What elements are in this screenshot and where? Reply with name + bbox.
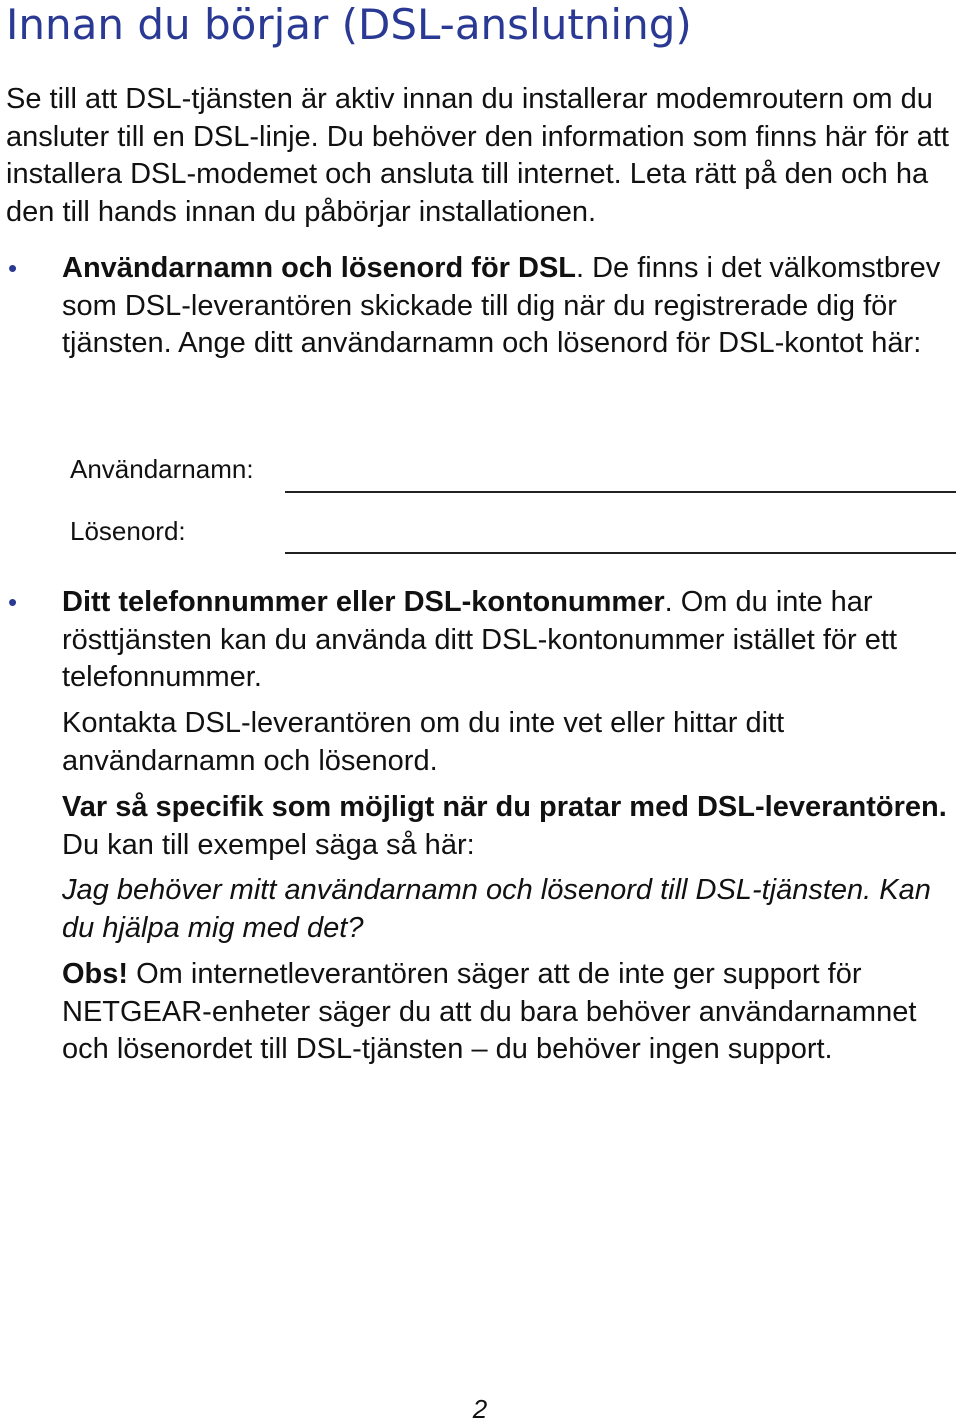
bullet-marker: • [8,587,18,617]
dsl-credentials-heading: Användarnamn och lösenord för DSL [62,252,576,284]
note-text: Om internetleverantören säger att de inte ger support för NETGEAR-enheter säger du att du bara behöver användarnamnet och lösenordet till DSL-tjänsten – du behöver ingen support. [62,958,917,1065]
phone-number-item [62,584,954,697]
bullet-marker: • [8,253,18,283]
password-write-line [285,552,956,554]
note-label: Obs! [62,958,129,990]
note-paragraph [62,956,954,1069]
dsl-credentials-text: . De finns i det välkomstbrev som DSL-leverantören skickade till dig när du registrerade dig för tjänsten. Ange ditt användarnamn och lösenord för DSL-kontot här: [62,252,941,359]
password-label: Lösenord: [70,516,186,546]
page-number: 2 [472,1394,488,1424]
contact-provider-paragraph: Kontakta DSL-leverantören om du inte vet eller hittar ditt användarnamn och lösenord. [62,707,785,777]
example-quote: Jag behöver mitt användarnamn och lösenord till DSL-tjänsten. Kan du hjälpa mig med det? [62,874,931,944]
page-title: Innan du börjar (DSL-anslutning) [6,0,692,49]
be-specific-text: Du kan till exempel säga så här: [62,828,475,861]
be-specific-heading: Var så specifik som möjligt när du pratar med DSL-leverantören. [62,791,947,823]
be-specific-paragraph [62,789,954,864]
phone-number-heading: Ditt telefonnummer eller DSL-kontonummer [62,586,665,618]
username-label: Användarnamn: [70,454,254,484]
dsl-credentials-item [62,250,954,363]
intro-paragraph: Se till att DSL-tjänsten är aktiv innan du installerar modemroutern om du ansluter till en DSL-linje. Du behöver den information som finns här för att installera DSL-modemet och ansluta till internet. Leta rätt på den och ha den till hands innan du påbörjar installationen. [6,83,949,228]
username-write-line [285,491,956,493]
phone-number-text: . Om du inte har rösttjänsten kan du använda ditt DSL-kontonummer istället för ett telefonnummer. [62,586,897,693]
